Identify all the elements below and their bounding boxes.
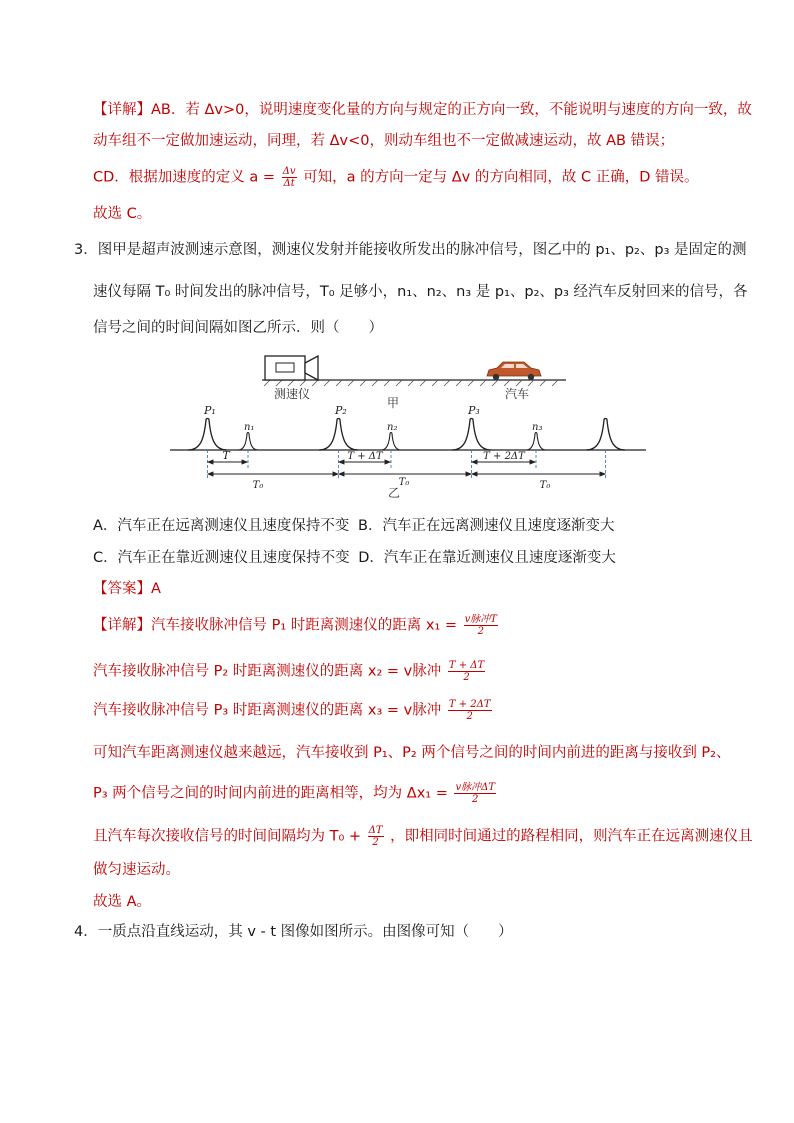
q3-stem-line1: 3．图甲是超声波测速示意图，测速仪发射并能接收所发出的脉冲信号，图乙中的 p₁、p₂、p₃ 是固定的测 — [74, 242, 747, 258]
q3-detail-line5: P₃ 两个信号之间的时间内前进的距离相等，均为 Δx₁ = $\frac{\text{v脉冲ΔT}}{2}$ — [93, 782, 496, 805]
T0-label-1: T₀ — [252, 480, 264, 491]
q3-detail-line4: 可知汽车距离测速仪越来越远，汽车接收到 P₁、P₂ 两个信号之间的时间内前进的距离与接收到 P₂、 — [93, 745, 731, 761]
n3-label: n₃ — [532, 422, 543, 433]
prev-solution-line1: 【详解】AB．若 Δv>0，说明速度变化量的方向与规定的正方向一致，不能说明与速度的方向一致，故 — [93, 102, 752, 118]
q3-detail-line3: 汽车接收脉冲信号 P₃ 时距离测速仪的距离 x₃ = v脉冲 $\frac{T + 2\Delta T}{2}$ — [93, 699, 491, 722]
p2-label: P₂ — [335, 404, 347, 417]
car-icon — [487, 362, 541, 380]
q3-option-row2 — [93, 548, 616, 568]
T-dT-label: T + ΔT — [347, 451, 383, 462]
option-b: B．汽车正在远离测速仪且速度逐渐变大 — [358, 518, 615, 534]
T0-label-2: T₀ — [398, 477, 410, 488]
T-label: T — [222, 449, 230, 462]
q3-answer: 【答案】A — [93, 581, 161, 597]
car-label: 汽车 — [504, 387, 530, 401]
option-c: C．汽车正在靠近测速仪且速度保持不变 — [93, 550, 350, 566]
q3-stem-line3: 信号之间的时间间隔如图乙所示．则（ ） — [93, 320, 383, 336]
q3-stem-line2: 速仪每隔 T₀ 时间发出的脉冲信号，T₀ 足够小，n₁、n₂、n₃ 是 p₁、p₂、p₃ 经汽车反射回来的信号，各 — [93, 284, 748, 300]
p3-label: P₃ — [468, 404, 480, 417]
jia-label: 甲 — [386, 396, 400, 410]
prev-solution-conclusion: 故选 C。 — [93, 206, 152, 222]
q3-detail-line6: 且汽车每次接收信号的时间间隔均为 T₀ + $\frac{\Delta T}{2}$ ，即相同时间通过的路程相同，则汽车正在远离测速仪且 — [93, 825, 753, 848]
q3-figure — [160, 348, 660, 500]
option-d: D．汽车正在靠近测速仪且速度逐渐变大 — [358, 550, 616, 566]
device-label: 测速仪 — [273, 387, 311, 401]
q3-detail-line7: 做匀速运动。 — [93, 862, 180, 878]
option-a: A．汽车正在远离测速仪且速度保持不变 — [93, 518, 350, 534]
q3-option-row1 — [93, 516, 614, 536]
T0-label-3: T₀ — [539, 480, 551, 491]
speed-gun-icon — [265, 356, 318, 380]
q4-stem: 4．一质点沿直线运动，其 v - t 图像如图所示。由图像可知（ ） — [74, 924, 513, 940]
prev-solution-line2: 动车组不一定做加速运动，同理，若 Δv<0，则动车组也不一定做减速运动，故 AB 错误； — [93, 133, 675, 149]
q3-detail-line2: 汽车接收脉冲信号 P₂ 时距离测速仪的距离 x₂ = v脉冲 $\frac{T + \Delta T}{2}$ — [93, 660, 485, 683]
n1-label: n₁ — [244, 422, 255, 433]
n2-label: n₂ — [387, 422, 398, 433]
yi-label: 乙 — [387, 486, 401, 500]
prev-solution-line3: CD．根据加速度的定义 a = $\frac{\Delta v}{\Delta t}$ 可知，a 的方向一定与 Δv 的方向相同，故 C 正确，D 错误。 — [93, 166, 699, 189]
q3-detail-line1: 【详解】汽车接收脉冲信号 P₁ 时距离测速仪的距离 x₁ = $\frac{\text{v脉冲T}}{2}$ — [93, 614, 497, 637]
p1-label: P₁ — [204, 404, 216, 417]
q3-conclusion: 故选 A。 — [93, 894, 152, 910]
T-2dT-label: T + 2ΔT — [483, 451, 525, 462]
